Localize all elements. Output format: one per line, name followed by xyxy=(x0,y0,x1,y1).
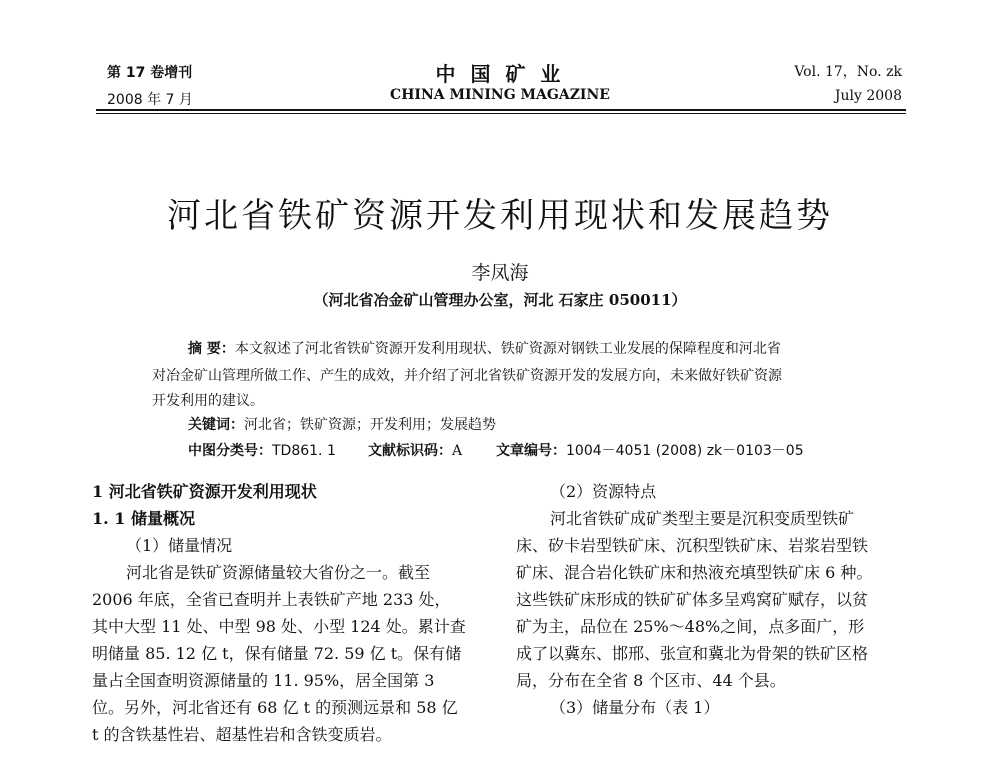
article-title: 河北省铁矿资源开发利用现状和发展趋势 xyxy=(167,196,833,236)
journal-volume: 第 17 卷增刊 xyxy=(107,65,193,81)
paragraph-line: 其中大型 11 处、中型 98 处、小型 124 处。累计查 xyxy=(92,617,466,636)
paragraph-line: 位。另外，河北省还有 68 亿 t 的预测远景和 58 亿 xyxy=(92,698,458,717)
paragraph-line: 床、矽卡岩型铁矿床、沉积型铁矿床、岩浆岩型铁 xyxy=(516,536,869,555)
journal-title-cn: 中 国 矿 业 xyxy=(435,62,565,86)
clc-value: TD861. 1 xyxy=(272,443,336,459)
paragraph-line: 河北省是铁矿资源储量较大省份之一。截至 xyxy=(126,563,431,582)
paragraph-line: 局，分布在全省 8 个区市、44 个县。 xyxy=(516,671,786,690)
left-column xyxy=(92,478,492,748)
abstract-line-1 xyxy=(188,338,781,358)
abstract-text-1: 本文叙述了河北省铁矿资源开发利用现状、铁矿资源对钢铁工业发展的保障程度和河北省 xyxy=(234,341,781,357)
paragraph-line: 矿为主，品位在 25%～48%之间，点多面广，形 xyxy=(516,617,865,636)
journal-date: 2008 年 7 月 xyxy=(107,92,193,108)
doc-value: A xyxy=(452,443,463,459)
section-heading-1-1: 1. 1 储量概况 xyxy=(92,509,195,528)
abstract-label: 摘 要： xyxy=(188,341,235,357)
classification-clc xyxy=(188,440,336,460)
journal-date-en: July 2008 xyxy=(834,88,902,104)
keywords xyxy=(188,414,496,434)
header-rule-top xyxy=(96,109,906,111)
paragraph-line: 这些铁矿床形成的铁矿矿体多呈鸡窝矿赋存，以贫 xyxy=(516,590,869,609)
subsection-heading-3: （3）储量分布（表 1） xyxy=(550,698,720,717)
subsection-heading-1: （1）储量情况 xyxy=(126,536,233,555)
classification-doc xyxy=(368,440,462,460)
paragraph-line: 明储量 85. 12 亿 t，保有储量 72. 59 亿 t。保有储 xyxy=(92,644,462,663)
section-heading-1: 1 河北省铁矿资源开发利用现状 xyxy=(92,482,317,501)
abstract-line-3: 开发利用的建议。 xyxy=(152,393,264,409)
classification-article xyxy=(496,440,804,460)
paragraph-line: 河北省铁矿成矿类型主要是沉积变质型铁矿 xyxy=(550,509,855,528)
article-number-value: 1004－4051 (2008) zk－0103－05 xyxy=(566,443,804,459)
paragraph-line: 成了以冀东、邯邢、张宣和冀北为骨架的铁矿区格 xyxy=(516,644,869,663)
paragraph-line: 矿床、混合岩化铁矿床和热液充填型铁矿床 6 种。 xyxy=(516,563,873,582)
abstract-line-2: 对冶金矿山管理所做工作、产生的成效，并介绍了河北省铁矿资源开发的发展方向，未来做好铁矿资源 xyxy=(152,368,782,384)
author-affiliation: （河北省冶金矿山管理办公室，河北 石家庄 050011） xyxy=(313,291,687,309)
journal-title-en: CHINA MINING MAGAZINE xyxy=(390,87,610,103)
article-number-label: 文章编号： xyxy=(496,443,566,459)
paragraph-line: 量占全国查明资源储量的 11. 95%，居全国第 3 xyxy=(92,671,435,690)
keywords-text: 河北省；铁矿资源；开发利用；发展趋势 xyxy=(244,417,496,433)
header-rule-bottom xyxy=(96,113,906,114)
subsection-heading-2: （2）资源特点 xyxy=(550,482,657,501)
paragraph-line: t 的含铁基性岩、超基性岩和含铁变质岩。 xyxy=(92,725,392,744)
right-column xyxy=(516,478,916,721)
paragraph-line: 2006 年底，全省已查明并上表铁矿产地 233 处， xyxy=(92,590,451,609)
doc-label: 文献标识码： xyxy=(368,443,452,459)
keywords-label: 关键词： xyxy=(188,417,244,433)
author-name: 李凤海 xyxy=(471,262,529,284)
journal-volume-en: Vol. 17，No. zk xyxy=(794,64,902,80)
clc-label: 中图分类号： xyxy=(188,443,272,459)
